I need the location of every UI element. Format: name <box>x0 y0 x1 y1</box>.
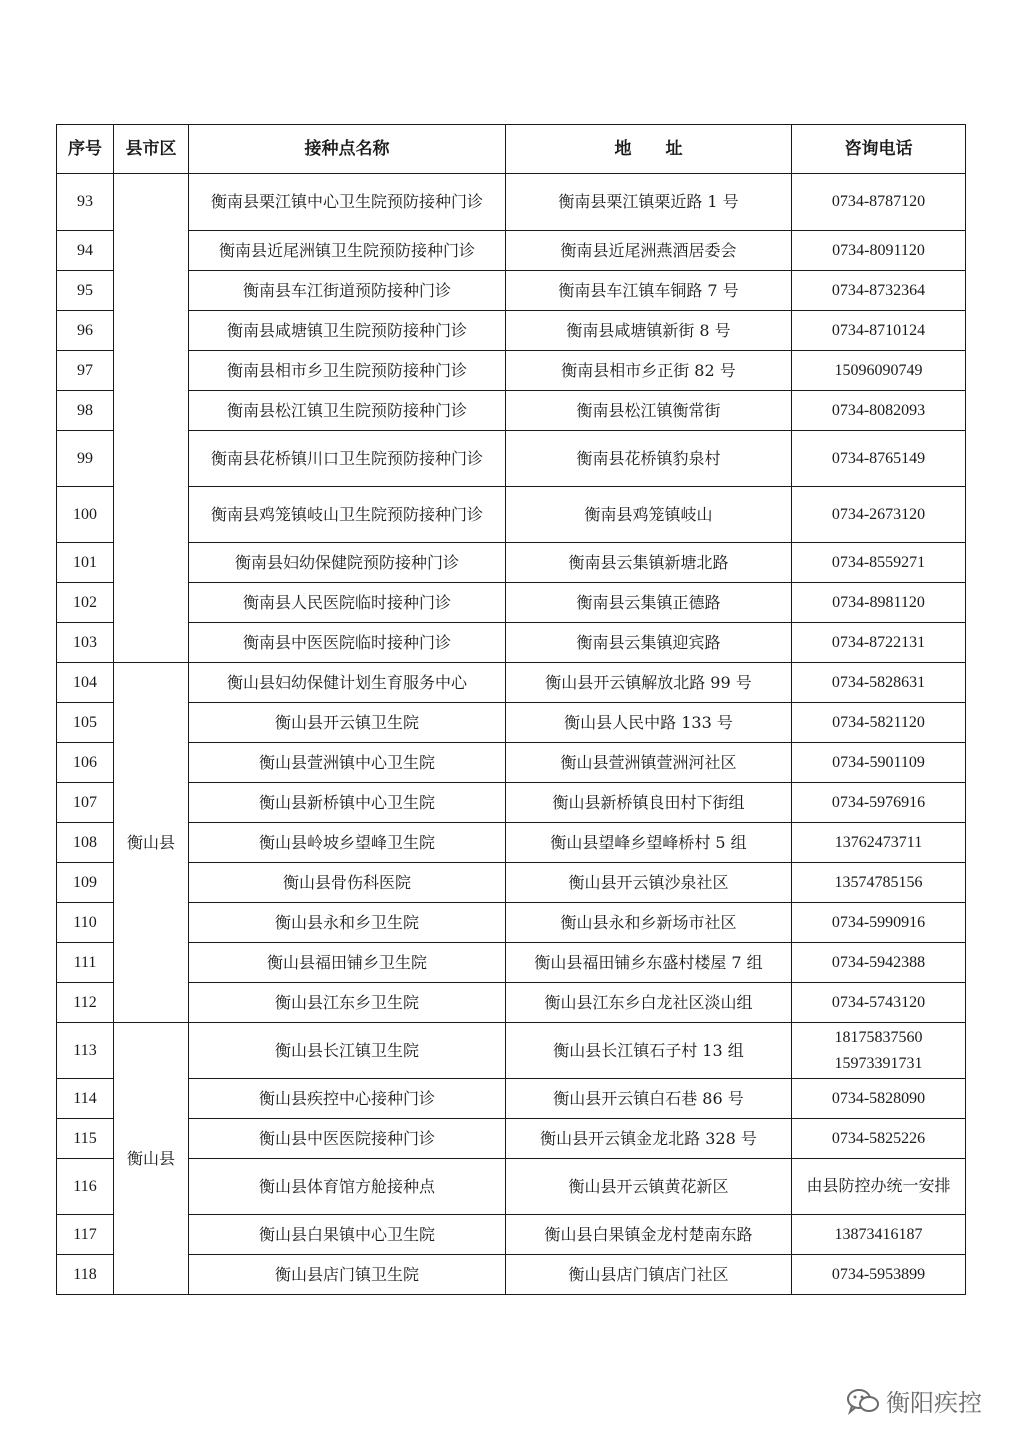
cell-phone: 0734-8732364 <box>792 271 966 311</box>
header-phone: 咨询电话 <box>792 125 966 174</box>
table-row <box>57 863 966 903</box>
wechat-icon <box>846 1387 880 1415</box>
table-row <box>57 271 966 311</box>
cell-phone: 15096090749 <box>792 351 966 391</box>
cell-site-name: 衡山县体育馆方舱接种点 <box>189 1159 506 1215</box>
cell-phone: 0734-5821120 <box>792 703 966 743</box>
cell-index: 97 <box>57 351 114 391</box>
cell-index: 118 <box>57 1255 114 1295</box>
table-row <box>57 543 966 583</box>
table-row <box>57 174 966 231</box>
cell-site-name: 衡南县咸塘镇卫生院预防接种门诊 <box>189 311 506 351</box>
cell-address: 衡南县车江镇车铜路 7 号 <box>506 271 792 311</box>
cell-phone: 0734-8722131 <box>792 623 966 663</box>
cell-address: 衡山县开云镇解放北路 99 号 <box>506 663 792 703</box>
cell-address: 衡山县人民中路 133 号 <box>506 703 792 743</box>
cell-address: 衡山县开云镇金龙北路 328 号 <box>506 1119 792 1159</box>
cell-index: 115 <box>57 1119 114 1159</box>
cell-site-name: 衡南县中医医院临时接种门诊 <box>189 623 506 663</box>
table-row <box>57 663 966 703</box>
cell-county: 衡山县 <box>114 1023 189 1295</box>
cell-index: 95 <box>57 271 114 311</box>
cell-site-name: 衡山县长江镇卫生院 <box>189 1023 506 1079</box>
cell-phone: 由县防控办统一安排 <box>792 1159 966 1215</box>
cell-phone: 0734-8091120 <box>792 231 966 271</box>
cell-address: 衡南县鸡笼镇岐山 <box>506 487 792 543</box>
cell-address: 衡南县云集镇迎宾路 <box>506 623 792 663</box>
cell-phone: 13762473711 <box>792 823 966 863</box>
cell-phone: 0734-5976916 <box>792 783 966 823</box>
cell-address: 衡山县永和乡新场市社区 <box>506 903 792 943</box>
cell-phone: 13574785156 <box>792 863 966 903</box>
table-row <box>57 823 966 863</box>
table-row <box>57 431 966 487</box>
cell-site-name: 衡山县萱洲镇中心卫生院 <box>189 743 506 783</box>
cell-phone: 0734-5990916 <box>792 903 966 943</box>
cell-phone: 0734-5828631 <box>792 663 966 703</box>
table-row <box>57 391 966 431</box>
cell-site-name: 衡山县永和乡卫生院 <box>189 903 506 943</box>
cell-site-name: 衡南县近尾洲镇卫生院预防接种门诊 <box>189 231 506 271</box>
table-row <box>57 1119 966 1159</box>
cell-site-name: 衡山县江东乡卫生院 <box>189 983 506 1023</box>
cell-phone: 0734-5942388 <box>792 943 966 983</box>
cell-address: 衡南县花桥镇豹泉村 <box>506 431 792 487</box>
cell-site-name: 衡南县妇幼保健院预防接种门诊 <box>189 543 506 583</box>
cell-address: 衡山县新桥镇良田村下街组 <box>506 783 792 823</box>
cell-index: 112 <box>57 983 114 1023</box>
cell-address: 衡山县开云镇沙泉社区 <box>506 863 792 903</box>
table-row <box>57 983 966 1023</box>
cell-index: 113 <box>57 1023 114 1079</box>
cell-index: 109 <box>57 863 114 903</box>
cell-phone: 0734-8765149 <box>792 431 966 487</box>
cell-address: 衡南县松江镇衡常街 <box>506 391 792 431</box>
cell-phone: 13873416187 <box>792 1215 966 1255</box>
table-header-row <box>57 125 966 174</box>
cell-site-name: 衡山县白果镇中心卫生院 <box>189 1215 506 1255</box>
cell-index: 100 <box>57 487 114 543</box>
table-body <box>57 174 966 1295</box>
table-row <box>57 1255 966 1295</box>
table-row <box>57 623 966 663</box>
cell-address: 衡山县店门镇店门社区 <box>506 1255 792 1295</box>
table-row <box>57 1023 966 1079</box>
cell-phone: 0734-5901109 <box>792 743 966 783</box>
cell-phone: 0734-8787120 <box>792 174 966 231</box>
cell-site-name: 衡山县疾控中心接种门诊 <box>189 1079 506 1119</box>
cell-county: 衡山县 <box>114 663 189 1023</box>
cell-address: 衡南县云集镇正德路 <box>506 583 792 623</box>
cell-site-name: 衡南县松江镇卫生院预防接种门诊 <box>189 391 506 431</box>
cell-address: 衡南县相市乡正街 82 号 <box>506 351 792 391</box>
cell-site-name: 衡山县骨伤科医院 <box>189 863 506 903</box>
cell-index: 110 <box>57 903 114 943</box>
cell-address: 衡南县近尾洲燕酒居委会 <box>506 231 792 271</box>
cell-site-name: 衡山县开云镇卫生院 <box>189 703 506 743</box>
table-row <box>57 583 966 623</box>
header-site-name: 接种点名称 <box>189 125 506 174</box>
cell-phone: 0734-2673120 <box>792 487 966 543</box>
cell-phone: 0734-5743120 <box>792 983 966 1023</box>
vaccination-sites-table <box>56 124 966 1295</box>
cell-phone: 18175837560 15973391731 <box>792 1023 966 1079</box>
cell-phone: 0734-8710124 <box>792 311 966 351</box>
table-row <box>57 783 966 823</box>
cell-index: 106 <box>57 743 114 783</box>
cell-site-name: 衡南县花桥镇川口卫生院预防接种门诊 <box>189 431 506 487</box>
cell-site-name: 衡山县妇幼保健计划生育服务中心 <box>189 663 506 703</box>
cell-address: 衡南县栗江镇栗近路 1 号 <box>506 174 792 231</box>
table-row <box>57 743 966 783</box>
cell-index: 103 <box>57 623 114 663</box>
cell-index: 105 <box>57 703 114 743</box>
cell-address: 衡山县开云镇黄花新区 <box>506 1159 792 1215</box>
table-row <box>57 487 966 543</box>
cell-phone: 0734-5953899 <box>792 1255 966 1295</box>
cell-site-name: 衡山县岭坡乡望峰卫生院 <box>189 823 506 863</box>
cell-index: 96 <box>57 311 114 351</box>
cell-county <box>114 174 189 663</box>
table-row <box>57 943 966 983</box>
cell-index: 108 <box>57 823 114 863</box>
table-row <box>57 703 966 743</box>
table-row <box>57 1159 966 1215</box>
header-county: 县市区 <box>114 125 189 174</box>
cell-index: 101 <box>57 543 114 583</box>
cell-address: 衡山县福田铺乡东盛村楼屋 7 组 <box>506 943 792 983</box>
cell-phone: 0734-5828090 <box>792 1079 966 1119</box>
header-index: 序号 <box>57 125 114 174</box>
table-row <box>57 351 966 391</box>
cell-address: 衡山县江东乡白龙社区淡山组 <box>506 983 792 1023</box>
cell-index: 93 <box>57 174 114 231</box>
cell-phone: 0734-8981120 <box>792 583 966 623</box>
cell-index: 117 <box>57 1215 114 1255</box>
table-row <box>57 903 966 943</box>
table-row <box>57 311 966 351</box>
cell-index: 107 <box>57 783 114 823</box>
cell-index: 114 <box>57 1079 114 1119</box>
cell-site-name: 衡山县福田铺乡卫生院 <box>189 943 506 983</box>
cell-phone: 0734-8082093 <box>792 391 966 431</box>
header-address: 地 址 <box>506 125 792 174</box>
cell-index: 98 <box>57 391 114 431</box>
cell-index: 94 <box>57 231 114 271</box>
cell-address: 衡山县开云镇白石巷 86 号 <box>506 1079 792 1119</box>
cell-address: 衡山县萱洲镇萱洲河社区 <box>506 743 792 783</box>
cell-index: 104 <box>57 663 114 703</box>
cell-site-name: 衡山县店门镇卫生院 <box>189 1255 506 1295</box>
cell-site-name: 衡南县栗江镇中心卫生院预防接种门诊 <box>189 174 506 231</box>
cell-address: 衡山县长江镇石子村 13 组 <box>506 1023 792 1079</box>
cell-index: 102 <box>57 583 114 623</box>
table-row <box>57 231 966 271</box>
watermark-text: 衡阳疾控 <box>886 1389 982 1417</box>
cell-site-name: 衡南县车江街道预防接种门诊 <box>189 271 506 311</box>
cell-index: 116 <box>57 1159 114 1215</box>
cell-phone: 0734-8559271 <box>792 543 966 583</box>
cell-site-name: 衡南县相市乡卫生院预防接种门诊 <box>189 351 506 391</box>
cell-address: 衡南县咸塘镇新街 8 号 <box>506 311 792 351</box>
table-row <box>57 1215 966 1255</box>
cell-index: 99 <box>57 431 114 487</box>
table-row <box>57 1079 966 1119</box>
cell-site-name: 衡山县新桥镇中心卫生院 <box>189 783 506 823</box>
cell-address: 衡山县白果镇金龙村楚南东路 <box>506 1215 792 1255</box>
cell-address: 衡南县云集镇新塘北路 <box>506 543 792 583</box>
cell-phone: 0734-5825226 <box>792 1119 966 1159</box>
cell-site-name: 衡山县中医医院接种门诊 <box>189 1119 506 1159</box>
cell-index: 111 <box>57 943 114 983</box>
cell-address: 衡山县望峰乡望峰桥村 5 组 <box>506 823 792 863</box>
watermark <box>846 1383 982 1418</box>
cell-site-name: 衡南县鸡笼镇岐山卫生院预防接种门诊 <box>189 487 506 543</box>
cell-site-name: 衡南县人民医院临时接种门诊 <box>189 583 506 623</box>
